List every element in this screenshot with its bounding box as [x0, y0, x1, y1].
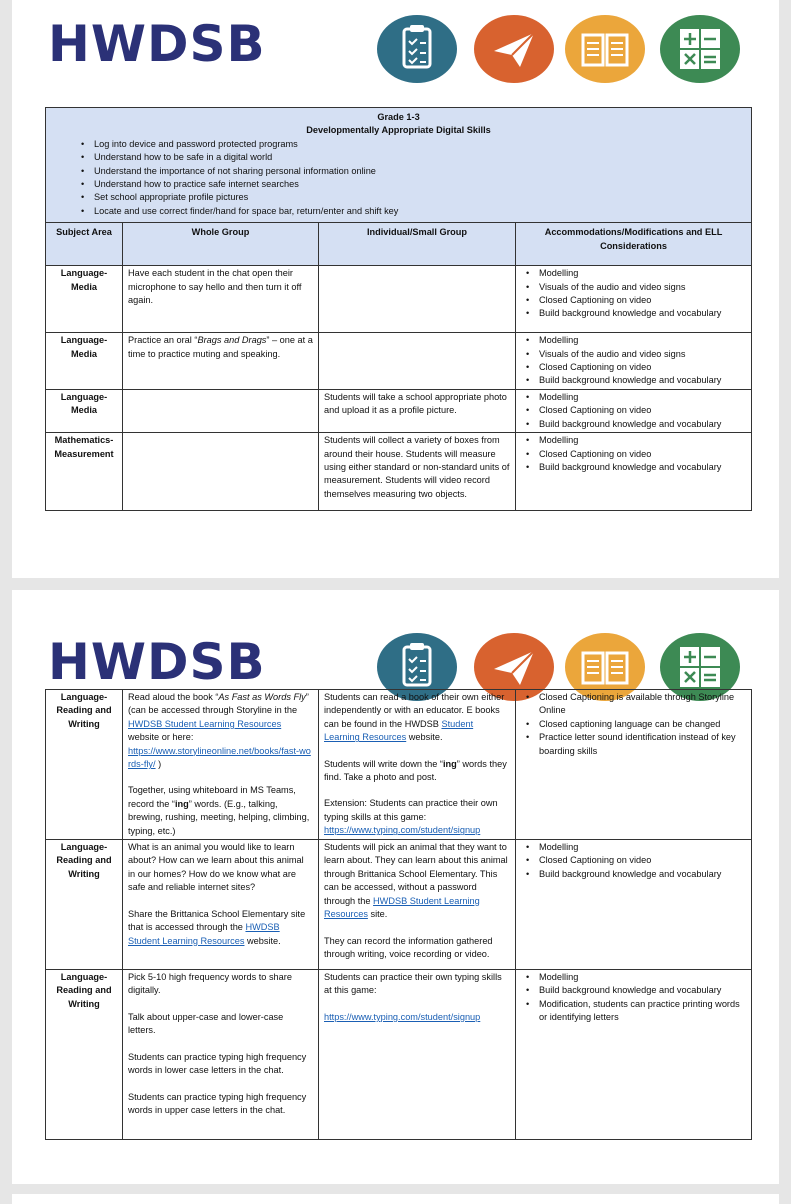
text-run: website or here: — [128, 732, 194, 743]
text-run: Students will pick an animal that they want to learn about. They can learn about this animal through Brittanica School Elementary. This can be accessed, without a password through the — [324, 842, 508, 906]
list-item: • Build background knowledge and vocabulary — [539, 307, 746, 320]
math-symbols-icon — [660, 15, 740, 83]
text-run: ” words they find. Take a photo and post. — [324, 758, 507, 783]
subject-cell: Language-Reading and Writing — [46, 840, 123, 970]
student-resources-link[interactable]: HWDSB Student Learning Resources — [128, 922, 280, 946]
list-item: • Modelling — [539, 971, 746, 984]
accommodations-cell — [516, 970, 752, 1140]
list-item: • Locate and use correct finder/hand for space bar, return/enter and shift key — [94, 205, 743, 218]
text-run: ” (can be accessed through Storyline in the — [128, 692, 309, 716]
skills-box — [46, 108, 752, 223]
list-item: • Modification, students can practice printing words or identifying letters — [539, 998, 746, 1025]
column-header: Individual/Small Group — [319, 223, 516, 266]
list-item: • Modelling — [539, 334, 746, 347]
paper-plane-icon — [474, 15, 554, 83]
text-run: Together, using whiteboard in MS Teams, record the “ — [128, 785, 296, 809]
list-item: • Practice letter sound identification instead of key boarding skills — [539, 731, 746, 758]
text-run: Extension: Students can practice their own typing skills at this game: — [324, 798, 498, 822]
lesson-table-page-2 — [45, 689, 752, 1140]
list-item: • Understand how to practice safe internet searches — [94, 178, 743, 191]
student-resources-link[interactable]: HWDSB Student Learning Resources — [324, 895, 480, 920]
student-resources-link[interactable]: Student Learning Resources — [324, 718, 474, 743]
list-item: • Build background knowledge and vocabulary — [539, 868, 746, 881]
individual-cell — [319, 840, 516, 970]
text-run: Talk about upper-case and lower-case letters. — [128, 1011, 284, 1036]
whole-group-cell — [123, 433, 319, 511]
individual-cell — [319, 266, 516, 333]
whole-group-cell — [123, 840, 319, 970]
text-run: Students can practice their own typing skills at this game: — [324, 972, 502, 996]
subject-cell: Language-Reading and Writing — [46, 970, 123, 1140]
accommodations-cell — [516, 690, 752, 840]
individual-cell: Students will collect a variety of boxes from around their house. Students will measure using either standard or non-standard units of measurement. Students will video record themselves measuring two objects. — [319, 433, 516, 511]
subject-cell: Language-Media — [46, 266, 123, 333]
text-run: Students can read a book of their own either independently or with an educator. E books can be found in the HWDSB — [324, 692, 505, 729]
book-title: As Fast as Words Fly — [218, 692, 306, 702]
typing-link[interactable]: https://www.typing.com/student/signup — [324, 1011, 481, 1022]
text-run: Practice an oral “ — [128, 335, 198, 346]
list-item: • Build background knowledge and vocabulary — [539, 374, 746, 387]
whole-group-cell — [123, 970, 319, 1140]
list-item: • Log into device and password protected programs — [94, 138, 743, 151]
skills-subtitle: Developmentally Appropriate Digital Skills — [306, 125, 491, 136]
table-row — [46, 266, 752, 333]
table-row — [46, 389, 752, 432]
table-row — [46, 970, 752, 1140]
list-item: • Understand the importance of not sharing personal information online — [94, 165, 743, 178]
list-item: • Build background knowledge and vocabulary — [539, 418, 746, 431]
text-run: ” – one at a time to practice muting and speaking. — [128, 335, 313, 359]
list-item: • Modelling — [539, 267, 746, 280]
list-item: • Closed Captioning on video — [539, 854, 746, 867]
column-header: Whole Group — [123, 223, 319, 266]
subject-cell: Mathematics-Measurement — [46, 433, 123, 511]
list-item: • Closed captioning language can be changed — [539, 718, 746, 731]
storyline-link[interactable]: https://www.storylineonline.net/books/fast-words-fly/ — [128, 745, 311, 770]
whole-group-cell: Have each student in the chat open their microphone to say hello and then turn it off again. — [123, 266, 319, 333]
document-page-2 — [12, 590, 779, 1184]
column-header: Subject Area — [46, 223, 123, 266]
text-run: Read aloud the book “ — [128, 692, 219, 702]
bold-run: ing — [174, 798, 189, 809]
grade-title: Grade 1-3 — [377, 112, 420, 122]
list-item: • Visuals of the audio and video signs — [539, 348, 746, 361]
subject-cell: Language-Reading and Writing — [46, 690, 123, 840]
typing-link[interactable]: https://www.typing.com/student/signup — [324, 825, 481, 836]
list-item: • Understand how to be safe in a digital world — [94, 151, 743, 164]
accommodations-cell — [516, 433, 752, 511]
table-row — [46, 840, 752, 970]
text-run: ) — [155, 759, 162, 770]
list-item: • Build background knowledge and vocabulary — [539, 461, 746, 474]
subject-cell: Language-Media — [46, 389, 123, 432]
list-item: • Build background knowledge and vocabulary — [539, 984, 746, 997]
subject-cell: Language-Media — [46, 333, 123, 390]
lesson-table-page-1 — [45, 107, 752, 511]
whole-group-cell — [123, 333, 319, 390]
page-header — [12, 0, 779, 90]
table-row — [46, 333, 752, 390]
text-run: Students can practice typing high frequency words in lower case letters in the chat. — [128, 1051, 307, 1076]
list-item: • Set school appropriate profile pictures — [94, 191, 743, 204]
text-run: Share the Brittanica School Elementary site that is accessed through the — [128, 908, 306, 933]
text-run: Students will write down the “ — [324, 758, 443, 769]
accommodations-cell — [516, 333, 752, 390]
text-run: website. — [406, 732, 443, 743]
table-row — [46, 433, 752, 511]
skills-list — [54, 138, 743, 218]
accommodations-cell — [516, 266, 752, 333]
accommodations-cell — [516, 389, 752, 432]
list-item: • Visuals of the audio and video signs — [539, 281, 746, 294]
whole-group-cell — [123, 389, 319, 432]
text-run: ” words. (E.g., talking, brewing, rushing, meeting, helping, climbing, typing, etc.) — [128, 798, 310, 836]
individual-cell — [319, 690, 516, 840]
whole-group-cell — [123, 690, 319, 840]
list-item: • Closed Captioning on video — [539, 448, 746, 461]
individual-cell: Students will take a school appropriate photo and upload it as a profile picture. — [319, 389, 516, 432]
open-book-icon — [565, 15, 645, 83]
list-item: • Closed Captioning on video — [539, 361, 746, 374]
clipboard-icon — [377, 15, 457, 83]
individual-cell — [319, 333, 516, 390]
list-item: • Modelling — [539, 391, 746, 404]
student-resources-link[interactable]: HWDSB Student Learning Resources — [128, 718, 282, 729]
list-item: • Closed Captioning on video — [539, 404, 746, 417]
text-run: site. — [367, 909, 388, 920]
text-run: website. — [244, 935, 281, 946]
hwdsb-logo: HWDSB — [48, 15, 266, 73]
list-item: • Closed Captioning is available through Storyline Online — [539, 691, 746, 718]
book-title: Brags and Drags — [197, 335, 267, 346]
list-item: • Closed Captioning on video — [539, 294, 746, 307]
list-item: • Modelling — [539, 434, 746, 447]
text-run: They can record the information gathered through writing, voice recording or video. — [324, 935, 493, 959]
text-run: Students can practice typing high frequency words in upper case letters in the chat. — [128, 1091, 307, 1115]
individual-cell — [319, 970, 516, 1140]
hwdsb-logo: HWDSB — [48, 633, 266, 691]
accommodations-cell — [516, 840, 752, 970]
document-page-3 — [12, 1194, 779, 1204]
text-run: Pick 5-10 high frequency words to share digitally. — [128, 972, 292, 996]
table-row — [46, 690, 752, 840]
text-run: What is an animal you would like to learn about? How can we learn about this animal in our homes? How do we know what are safe and reliable internet sites? — [128, 842, 304, 893]
table-header-row — [46, 223, 752, 266]
list-item: • Modelling — [539, 841, 746, 854]
column-header: Accommodations/Modifications and ELL Considerations — [516, 223, 752, 266]
bold-run: ing — [442, 758, 457, 769]
document-page-1 — [12, 0, 779, 578]
